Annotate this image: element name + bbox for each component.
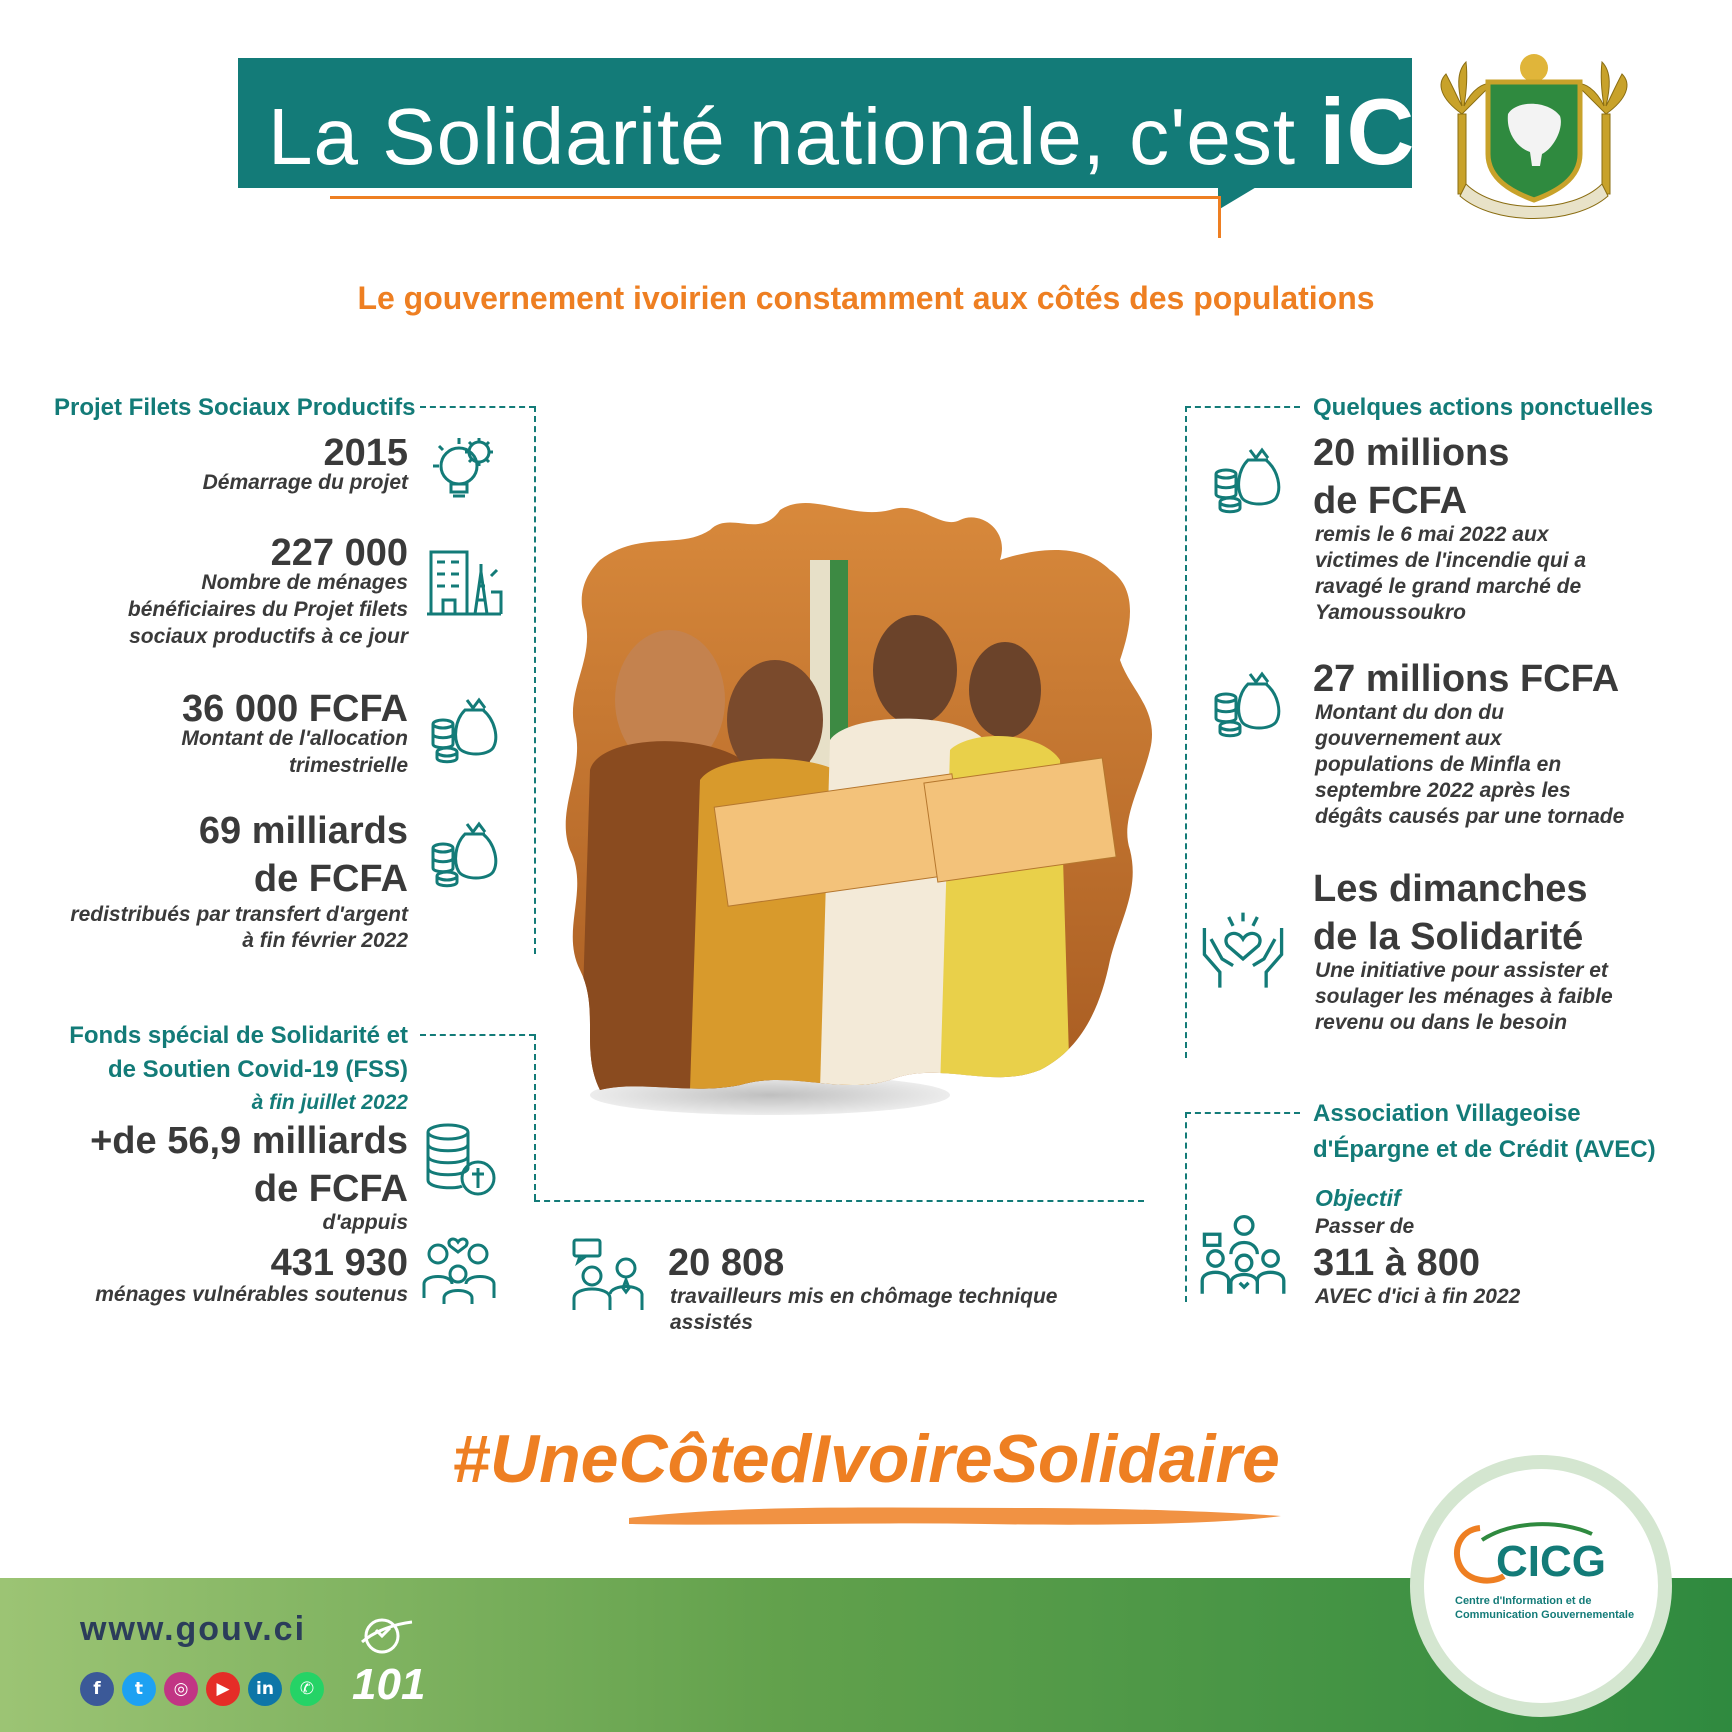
pfsp-households-desc: Nombre de ménages bénéficiaires du Projet filets sociaux productifs à ce jour <box>127 571 408 648</box>
pfsp-redistributed-desc-line1: redistribués par transfert d'argent <box>70 903 408 926</box>
linkedin-icon[interactable]: in <box>248 1672 282 1706</box>
action2-desc-line4: septembre 2022 après les <box>1315 779 1571 802</box>
page-title-main: La Solidarité nationale, c'est <box>268 92 1297 181</box>
hashtag-slogan: #UneCôtedIvoireSolidaire <box>452 1421 1280 1497</box>
fss-divider-side <box>534 1034 536 1200</box>
money-bag-coins-icon <box>1208 664 1286 742</box>
action1-desc-line3: ravagé le grand marché de <box>1315 575 1582 598</box>
avec-section-title-line1: Association Villageoise <box>1313 1100 1581 1127</box>
workers-chat-icon <box>568 1236 646 1314</box>
fss-divider-bottom <box>534 1200 1144 1202</box>
website-link[interactable]: www.gouv.ci <box>80 1610 307 1648</box>
pfsp-start-year: 2015 <box>323 432 408 474</box>
avec-section-title-line2: d'Épargne et de Crédit (AVEC) <box>1313 1136 1656 1163</box>
title-underline-tick <box>1218 196 1221 238</box>
twitter-icon[interactable]: t <box>122 1672 156 1706</box>
action2-value: 27 millions FCFA <box>1313 658 1620 700</box>
pfsp-allocation-value: 36 000 FCFA <box>182 688 408 730</box>
whatsapp-icon[interactable]: ✆ <box>290 1672 324 1706</box>
action3-desc-line3: revenu ou dans le besoin <box>1315 1011 1568 1034</box>
map-photo <box>560 490 1170 1090</box>
hotline-phone-icon <box>356 1612 416 1656</box>
fss-section-title-line2: de Soutien Covid-19 (FSS) <box>107 1056 408 1083</box>
cicg-full-name-line1: Centre d'Information et de <box>1455 1595 1592 1607</box>
page-title-strong: iCI <box>1319 79 1443 184</box>
fss-support-value-line1: +de 56,9 milliards <box>90 1120 408 1162</box>
action2-desc-line3: populations de Minfla en <box>1315 753 1562 776</box>
avec-divider-side <box>1185 1112 1187 1302</box>
pfsp-allocation-desc: Montant de l'allocation trimestrielle <box>181 727 408 777</box>
fss-households-desc: ménages vulnérables soutenus <box>95 1283 408 1306</box>
avec-divider-top <box>1185 1112 1300 1114</box>
actions-section-title: Quelques actions ponctuelles <box>1313 394 1654 421</box>
fss-support-value-line2: de FCFA <box>253 1168 408 1210</box>
title-banner-tail <box>1218 186 1258 210</box>
hands-heart-icon <box>1200 906 1286 992</box>
avec-objective-label: Objectif <box>1315 1185 1401 1211</box>
action1-desc-line1: remis le 6 mai 2022 aux <box>1315 523 1549 546</box>
pfsp-start-desc: Démarrage du projet <box>202 471 408 494</box>
actions-divider-side <box>1185 406 1187 1058</box>
action3-desc-line1: Une initiative pour assister et <box>1315 959 1608 982</box>
fss-divider-top <box>420 1034 535 1036</box>
cicg-full-name-line2: Communication Gouvernementale <box>1455 1608 1635 1621</box>
action1-desc-line4: Yamoussoukro <box>1315 601 1466 624</box>
cicg-full-name <box>1455 1595 1645 1623</box>
action1-value-line2: de FCFA <box>1313 480 1468 522</box>
facebook-icon[interactable]: f <box>80 1672 114 1706</box>
avec-value: 311 à 800 <box>1313 1242 1480 1284</box>
action2-desc-line1: Montant du don du <box>1315 701 1504 724</box>
coin-stack-icon <box>420 1120 498 1198</box>
buildings-icon <box>425 546 503 624</box>
pfsp-section-title: Projet Filets Sociaux Productifs <box>54 394 416 421</box>
pfsp-households-value: 227 000 <box>270 532 408 574</box>
action3-value-line1: Les dimanches <box>1313 868 1588 910</box>
action3-value-line2: de la Solidarité <box>1313 916 1584 958</box>
fss-section-title-line1: Fonds spécial de Solidarité et <box>69 1022 408 1049</box>
action2-desc-line2: gouvernement aux <box>1315 727 1502 750</box>
cicg-logo-text: CICG <box>1496 1537 1606 1586</box>
action1-desc-line2: victimes de l'incendie qui a <box>1315 549 1587 572</box>
fss-date: à fin juillet 2022 <box>251 1091 408 1114</box>
avec-desc: AVEC d'ici à fin 2022 <box>1315 1285 1521 1308</box>
youtube-icon[interactable]: ▶ <box>206 1672 240 1706</box>
family-icon <box>420 1228 498 1306</box>
page-title <box>268 78 1442 186</box>
instagram-icon[interactable]: ◎ <box>164 1672 198 1706</box>
actions-divider-top <box>1185 406 1300 408</box>
fss-households-value: 431 930 <box>270 1242 408 1284</box>
pfsp-redistributed-value-line1: 69 milliards <box>198 810 408 852</box>
community-group-icon <box>1200 1210 1286 1296</box>
fss-support-desc: d'appuis <box>322 1211 408 1234</box>
money-bag-coins-icon <box>425 814 503 892</box>
social-links <box>80 1672 324 1706</box>
lightbulb-gear-icon <box>425 430 503 508</box>
coat-of-arms-logo <box>1436 44 1632 220</box>
pfsp-divider-side <box>534 406 536 954</box>
hashtag-brush-stroke <box>625 1502 1285 1530</box>
money-bag-coins-icon <box>1208 440 1286 518</box>
pfsp-divider-top <box>420 406 535 408</box>
workers-desc-line1: travailleurs mis en chômage technique <box>670 1285 1058 1308</box>
action2-desc-line5: dégâts causés par une tornade <box>1315 805 1625 828</box>
money-bag-coins-icon <box>425 690 503 768</box>
workers-desc-line2: assistés <box>670 1311 753 1334</box>
cicg-logo <box>1452 1520 1632 1590</box>
title-underline <box>330 196 1220 199</box>
pfsp-redistributed-desc-line2: à fin février 2022 <box>242 929 408 952</box>
action1-value-line1: 20 millions <box>1313 432 1510 474</box>
workers-value: 20 808 <box>668 1242 785 1284</box>
action3-desc-line2: soulager les ménages à faible <box>1315 985 1613 1008</box>
avec-pass-label: Passer de <box>1315 1215 1415 1238</box>
hotline-number: 101 <box>352 1660 426 1709</box>
pfsp-redistributed-value-line2: de FCFA <box>253 858 408 900</box>
page-subtitle: Le gouvernement ivoirien constamment aux côtés des populations <box>357 280 1375 316</box>
